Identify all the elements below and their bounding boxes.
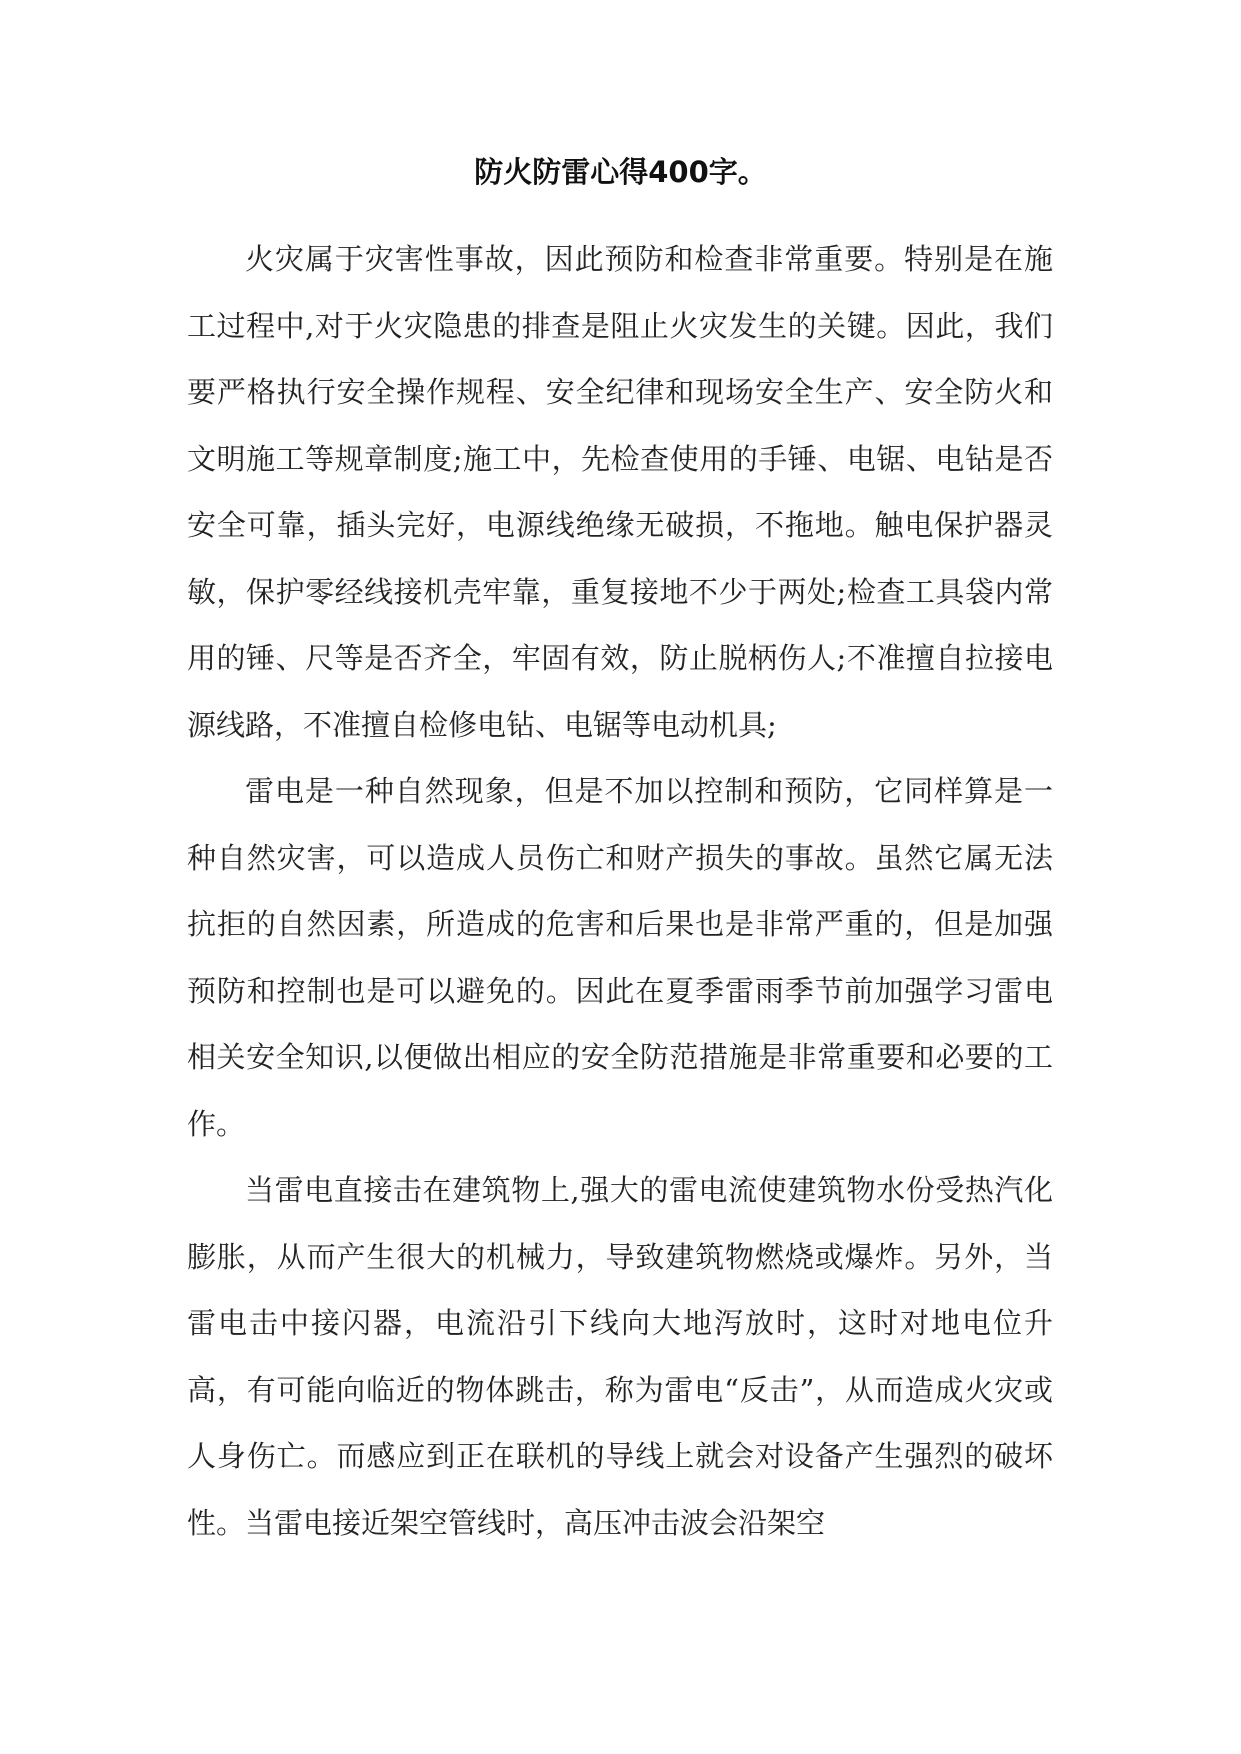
document-title: 防火防雷心得400字。 (474, 155, 767, 189)
paragraph-lightning-damage: 当雷电直接击在建筑物上,强大的雷电流使建筑物水份受热汽化膨胀，从而产生很大的机械力，导致建筑物燃烧或爆炸。另外，当雷电击中接闪器，电流沿引下线向大地泻放时，这时对地电位升高，有可能向临近的物体跳击，称为雷电“反击”，从而造成火灾或人身伤亡。而感应到正在联机的导线上就会对设备产生强烈的破坏性。当雷电接近架空管线时，高压冲击波会沿架空 (187, 1173, 1053, 1540)
document-body (187, 226, 1053, 1556)
paragraph-lightning-overview: 雷电是一种自然现象，但是不加以控制和预防，它同样算是一种自然灾害，可以造成人员伤亡和财产损失的事故。虽然它属无法抗拒的自然因素，所造成的危害和后果也是非常严重的，但是加强预防和控制也是可以避免的。因此在夏季雷雨季节前加强学习雷电相关安全知识,以便做出相应的安全防范措施是非常重要和必要的工作。 (187, 774, 1053, 1141)
paragraph-fire-prevention: 火灾属于灾害性事故，因此预防和检查非常重要。特别是在施工过程中,对于火灾隐患的排查是阻止火灾发生的关键。因此，我们要严格执行安全操作规程、安全纪律和现场安全生产、安全防火和文明施工等规章制度;施工中，先检查使用的手锤、电锯、电钻是否安全可靠，插头完好，电源线绝缘无破损，不拖地。触电保护器灵敏，保护零经线接机壳牢靠，重复接地不少于两处;检查工具袋内常用的锤、尺等是否齐全，牢固有效，防止脱柄伤人;不准擅自拉接电源线路，不准擅自检修电钻、电锯等电动机具; (187, 242, 1053, 742)
